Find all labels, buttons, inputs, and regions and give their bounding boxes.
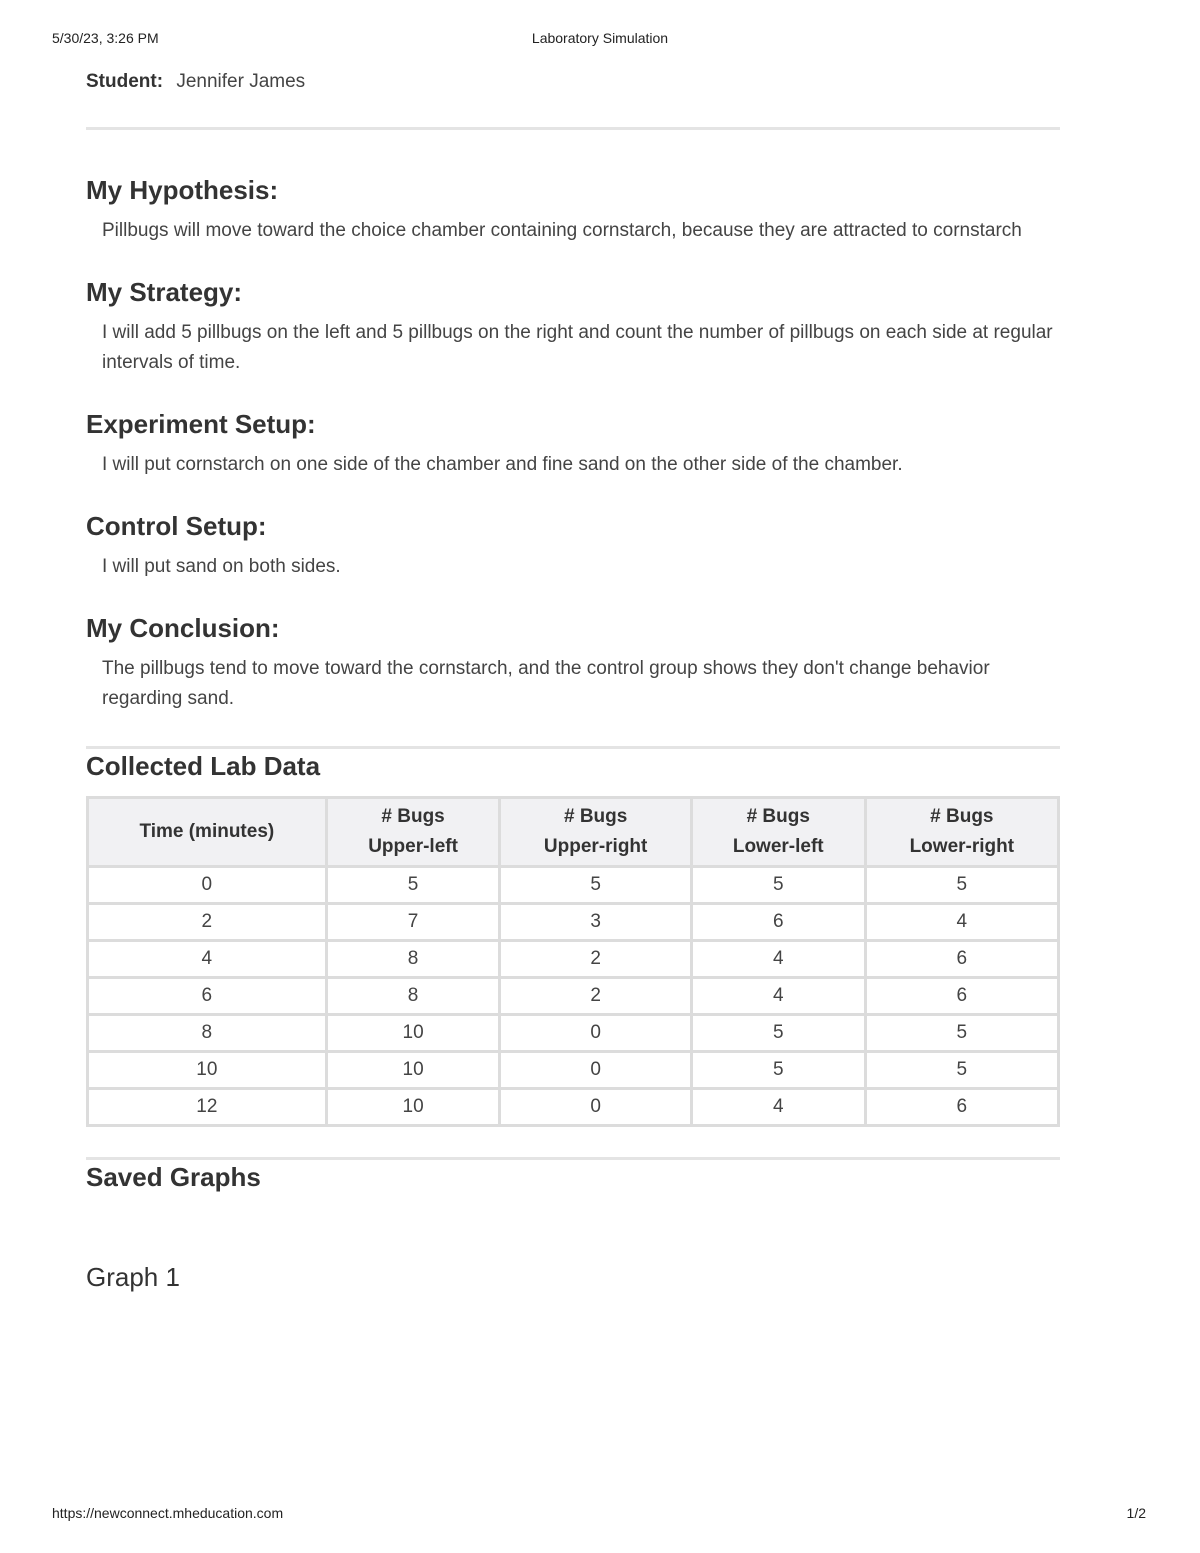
report-content: [86, 66, 1060, 1294]
print-header: [0, 30, 1200, 48]
student-name: Jennifer James: [176, 71, 306, 92]
graph-name: Graph 1: [86, 1262, 180, 1292]
cell-upper-left: 10: [326, 1052, 500, 1089]
cell-lower-left: 5: [691, 1015, 865, 1052]
header-upper-left-line1: # Bugs: [381, 806, 445, 827]
lab-data-table: [86, 796, 1060, 1127]
hypothesis-section: [86, 173, 1060, 246]
table-row: [88, 941, 1059, 978]
header-lower-right-line2: Lower-right: [909, 836, 1015, 857]
hypothesis-title: My Hypothesis:: [86, 175, 279, 205]
cell-time: 4: [88, 941, 327, 978]
table-row: [88, 1015, 1059, 1052]
hypothesis-text: Pillbugs will move toward the choice chamber containing cornstarch, because they are attracted to cornstarch: [102, 220, 1022, 241]
conclusion-title: My Conclusion:: [86, 613, 280, 643]
table-row: [88, 1089, 1059, 1126]
header-lower-right: [865, 798, 1058, 867]
header-upper-left: [326, 798, 500, 867]
cell-lower-left: 6: [691, 904, 865, 941]
cell-time: 12: [88, 1089, 327, 1126]
cell-lower-right: 5: [865, 867, 1058, 904]
cell-upper-left: 8: [326, 978, 500, 1015]
cell-lower-right: 5: [865, 1015, 1058, 1052]
cell-time: 0: [88, 867, 327, 904]
conclusion-section: [86, 611, 1060, 714]
header-time: [88, 798, 327, 867]
print-page-number: 1/2: [1126, 1505, 1146, 1521]
lab-data-title: Collected Lab Data: [86, 751, 321, 781]
table-row: [88, 978, 1059, 1015]
cell-upper-left: 10: [326, 1015, 500, 1052]
table-row: [88, 904, 1059, 941]
print-page-title: Laboratory Simulation: [531, 30, 669, 46]
cell-lower-right: 6: [865, 1089, 1058, 1126]
control-setup-section: [86, 509, 1060, 582]
control-setup-text: I will put sand on both sides.: [102, 556, 341, 577]
header-upper-right: [500, 798, 691, 867]
strategy-title: My Strategy:: [86, 277, 243, 307]
strategy-text: I will add 5 pillbugs on the left and 5 pillbugs on the right and count the number of pillbugs on each side at regular intervals of time.: [102, 322, 1053, 373]
divider: [86, 127, 1060, 130]
cell-upper-left: 10: [326, 1089, 500, 1126]
table-header-row: [88, 798, 1059, 867]
cell-upper-right: 2: [500, 978, 691, 1015]
cell-upper-left: 7: [326, 904, 500, 941]
cell-lower-left: 5: [691, 1052, 865, 1089]
cell-lower-right: 5: [865, 1052, 1058, 1089]
print-url: https://newconnect.mheducation.com: [52, 1505, 284, 1521]
cell-time: 6: [88, 978, 327, 1015]
header-time-label: Time (minutes): [139, 821, 275, 842]
cell-lower-left: 4: [691, 941, 865, 978]
cell-lower-right: 6: [865, 978, 1058, 1015]
cell-time: 10: [88, 1052, 327, 1089]
cell-time: 2: [88, 904, 327, 941]
saved-graphs-title: Saved Graphs: [86, 1162, 261, 1192]
cell-lower-left: 5: [691, 867, 865, 904]
print-datetime: 5/30/23, 3:26 PM: [52, 30, 159, 46]
header-upper-right-line1: # Bugs: [563, 806, 628, 827]
student-label: Student:: [86, 71, 164, 92]
strategy-section: [86, 275, 1060, 378]
cell-upper-left: 5: [326, 867, 500, 904]
cell-lower-right: 4: [865, 904, 1058, 941]
cell-lower-right: 6: [865, 941, 1058, 978]
cell-upper-right: 0: [500, 1089, 691, 1126]
experiment-setup-text: I will put cornstarch on one side of the chamber and fine sand on the other side of the chamber.: [102, 454, 903, 475]
header-lower-left: [691, 798, 865, 867]
control-setup-title: Control Setup:: [86, 511, 267, 541]
cell-upper-right: 0: [500, 1015, 691, 1052]
header-lower-left-line2: Lower-left: [732, 836, 824, 857]
cell-upper-right: 5: [500, 867, 691, 904]
conclusion-text: The pillbugs tend to move toward the cornstarch, and the control group shows they don't change behavior regarding sand.: [102, 658, 990, 709]
cell-upper-right: 0: [500, 1052, 691, 1089]
header-upper-left-line2: Upper-left: [368, 836, 458, 857]
experiment-setup-section: [86, 407, 1060, 480]
table-row: [88, 867, 1059, 904]
header-lower-right-line1: # Bugs: [930, 806, 994, 827]
header-upper-right-line2: Upper-right: [543, 836, 648, 857]
student-line: [86, 66, 1060, 98]
cell-lower-left: 4: [691, 978, 865, 1015]
experiment-setup-title: Experiment Setup:: [86, 409, 316, 439]
cell-upper-left: 8: [326, 941, 500, 978]
print-footer: [0, 1505, 1200, 1523]
cell-upper-right: 2: [500, 941, 691, 978]
header-lower-left-line1: # Bugs: [746, 806, 810, 827]
cell-upper-right: 3: [500, 904, 691, 941]
table-row: [88, 1052, 1059, 1089]
cell-time: 8: [88, 1015, 327, 1052]
cell-lower-left: 4: [691, 1089, 865, 1126]
